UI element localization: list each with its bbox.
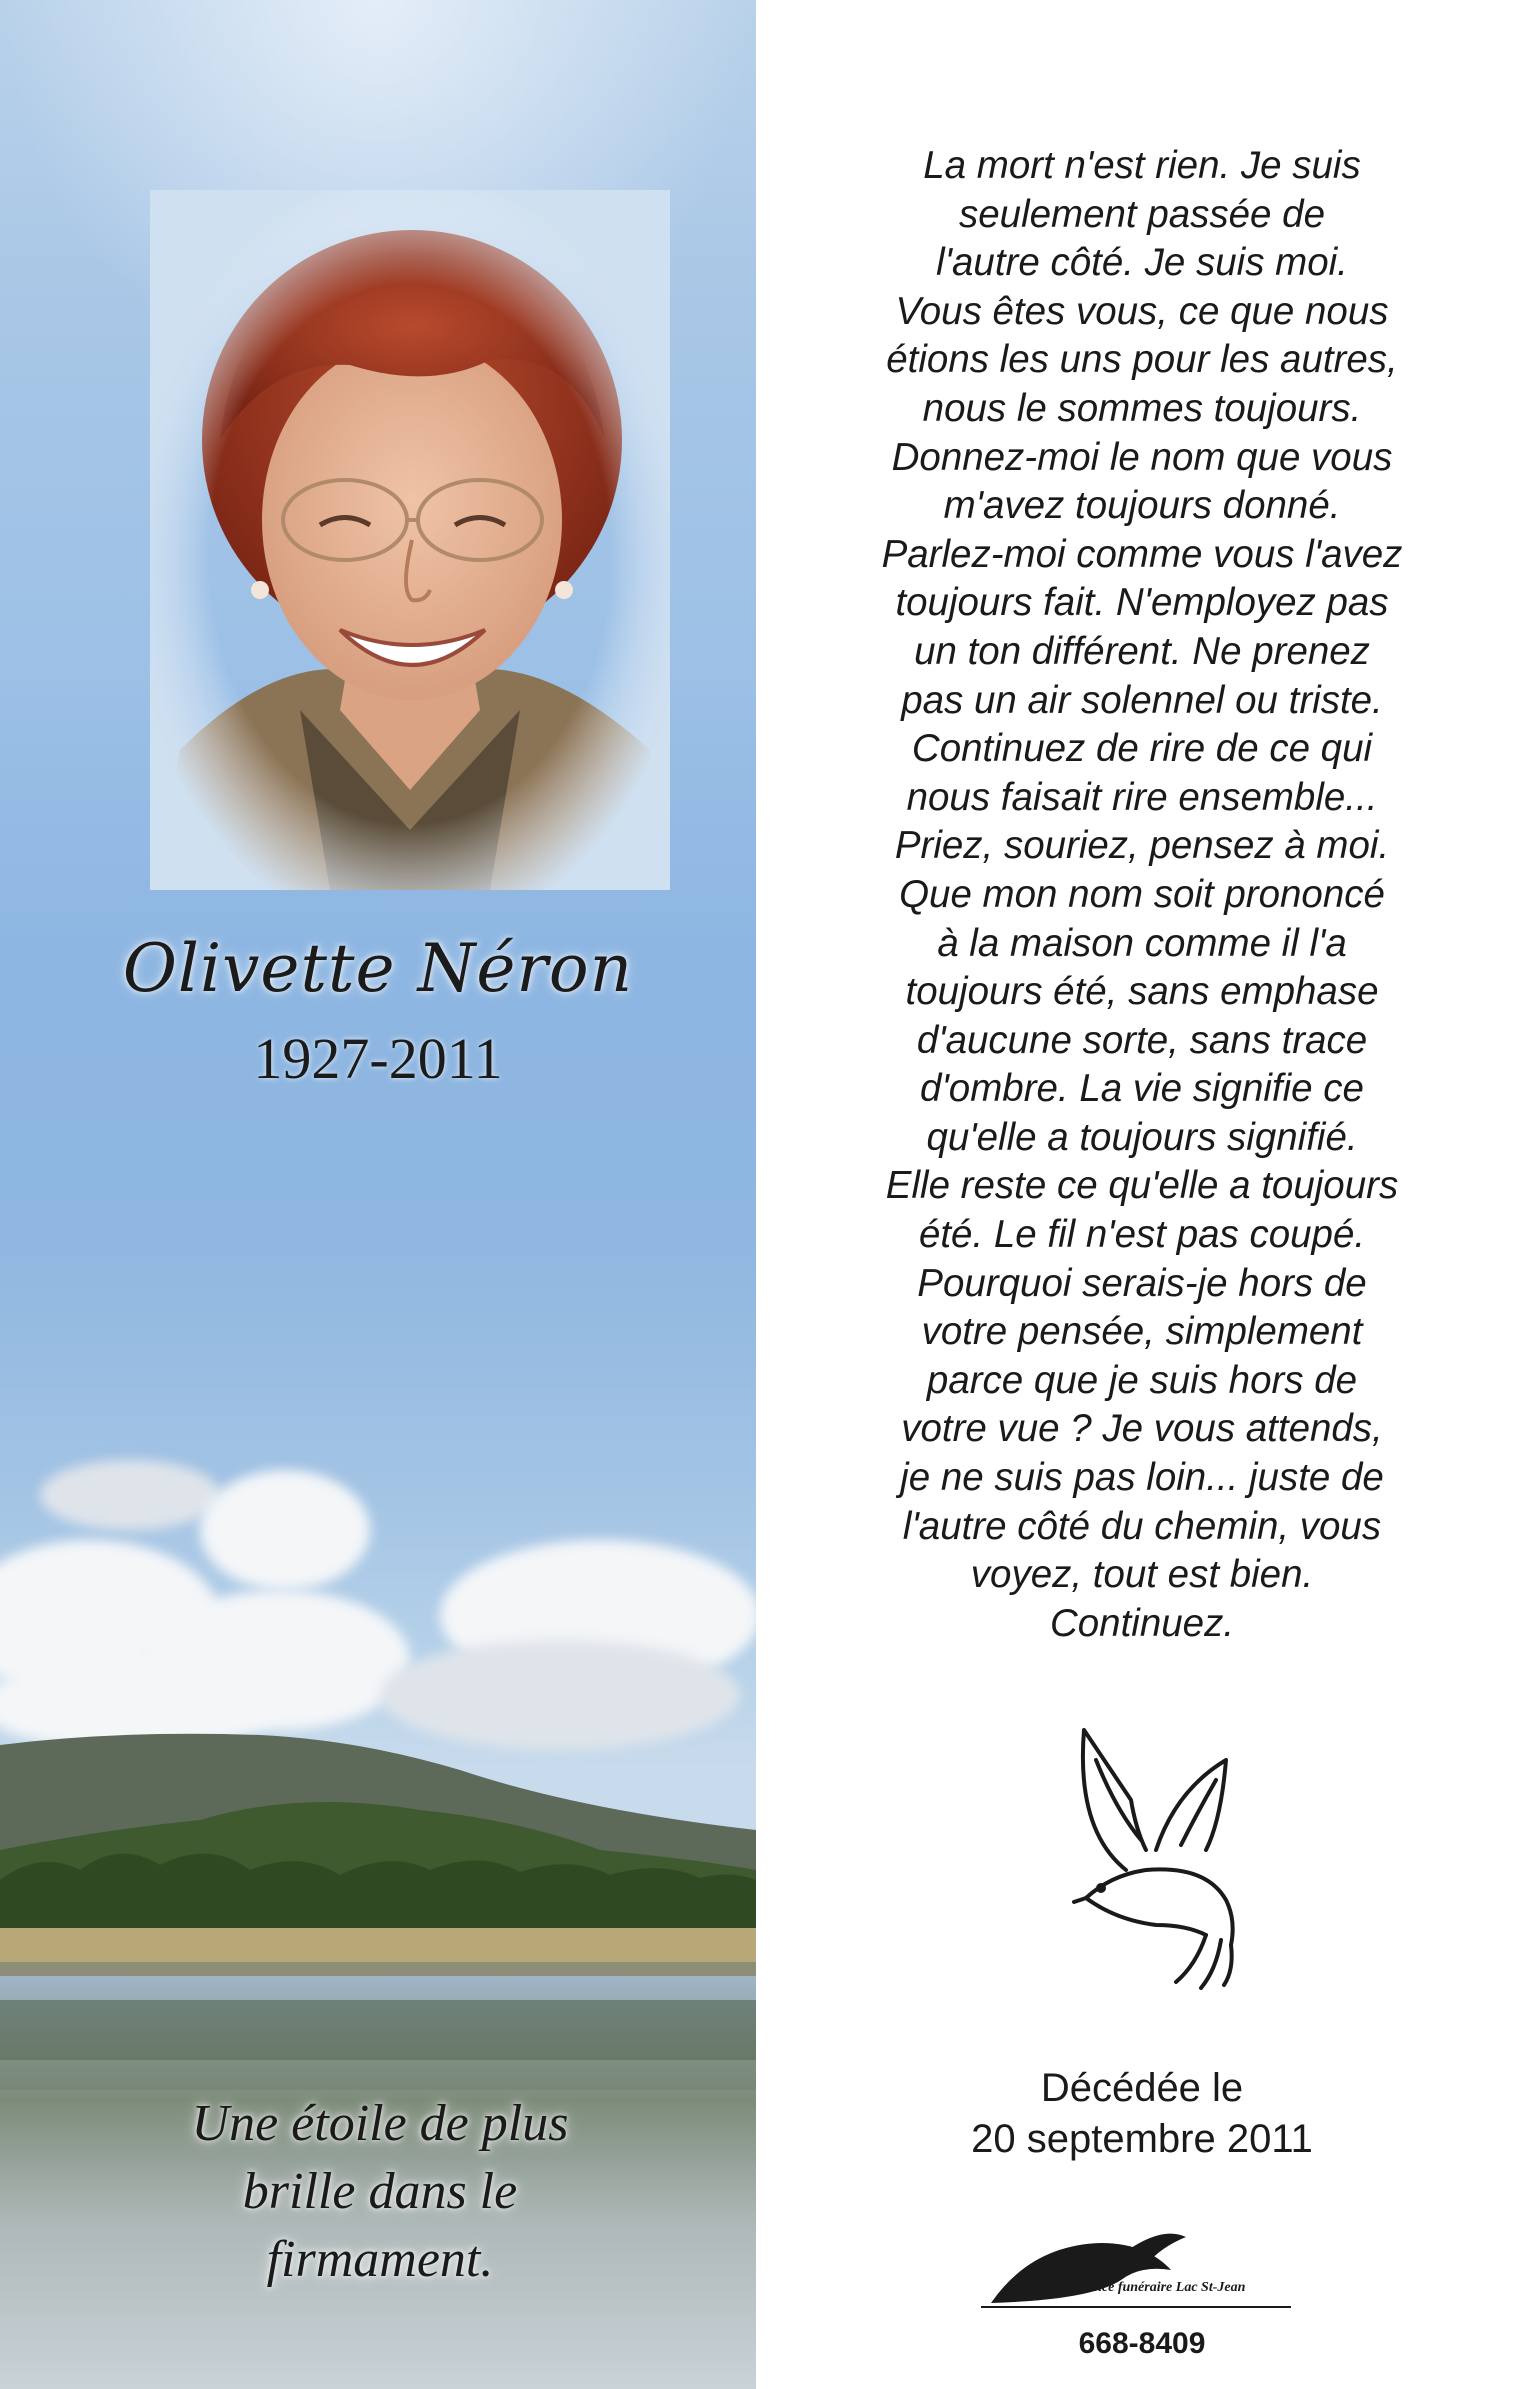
poem-line: nous le sommes toujours. [922, 386, 1362, 430]
deceased-name: Olivette Néron [122, 930, 634, 1007]
photo-panel [0, 0, 756, 2389]
poem-line: été. Le fil n'est pas coupé. [918, 1213, 1366, 1257]
poem-line: toujours été, sans emphase [905, 970, 1379, 1014]
cloud [200, 1470, 370, 1590]
epitaph-line: Une étoile de plus [191, 2095, 569, 2152]
dove-icon [1056, 1720, 1256, 1990]
poem-line: Priez, souriez, pensez à moi. [894, 824, 1390, 868]
text-panel [756, 0, 1528, 2389]
funeral-home-phone: 668-8409 [1078, 2327, 1206, 2360]
epitaph [120, 2090, 640, 2294]
poem-line: étions les uns pour les autres, [886, 338, 1398, 382]
poem-line: je ne suis pas loin... juste de [900, 1456, 1384, 1500]
portrait-illustration [150, 190, 670, 890]
poem-line: nous faisait rire ensemble... [906, 775, 1378, 819]
death-date: 20 septembre 2011 [971, 2117, 1313, 2161]
poem-line: Continuez. [1049, 1601, 1235, 1645]
epitaph-line: brille dans le [242, 2163, 518, 2220]
poem-line: parce que je suis hors de [926, 1358, 1358, 1402]
poem [756, 142, 1528, 1648]
poem-line: pas un air solennel ou triste. [901, 678, 1383, 722]
poem-line: Que mon nom soit prononcé [899, 872, 1385, 916]
poem-line: d'ombre. La vie signifie ce [920, 1067, 1364, 1111]
poem-line: votre pensée, simplement [921, 1310, 1363, 1354]
poem-line: qu'elle a toujours signifié. [926, 1115, 1358, 1159]
funeral-home-name: Résidence funéraire Lac St-Jean [1056, 2280, 1246, 2295]
poem-line: Pourquoi serais-je hors de [917, 1261, 1367, 1305]
poem-line: Donnez-moi le nom que vous [891, 435, 1393, 479]
poem-line: voyez, tout est bien. [970, 1553, 1314, 1597]
poem-line: votre vue ? Je vous attends, [901, 1407, 1383, 1451]
poem-line: toujours fait. N'employez pas [895, 581, 1389, 625]
poem-line: l'autre côté. Je suis moi. [936, 241, 1348, 285]
poem-line: l'autre côté du chemin, vous [902, 1504, 1382, 1548]
funeral-home-logo [971, 2225, 1301, 2315]
poem-line: d'aucune sorte, sans trace [916, 1018, 1368, 1062]
poem-line: Vous êtes vous, ce que nous [895, 289, 1389, 333]
poem-line: La mort n'est rien. Je suis [923, 144, 1361, 187]
poem-line: Parlez-moi comme vous l'avez [881, 532, 1403, 576]
poem-line: Elle reste ce qu'elle a toujours [885, 1164, 1399, 1208]
cloud [40, 1460, 220, 1530]
poem-line: à la maison comme il l'a [937, 921, 1347, 965]
death-label: Décédée le [1040, 2066, 1244, 2110]
poem-line: seulement passée de [959, 192, 1325, 236]
poem-line: un ton différent. Ne prenez [914, 629, 1370, 673]
poem-line: m'avez toujours donné. [943, 484, 1341, 528]
epitaph-line: firmament. [266, 2231, 494, 2288]
poem-line: Continuez de rire de ce qui [911, 727, 1373, 771]
portrait-photo [150, 190, 670, 890]
life-years: 1927-2011 [253, 1026, 503, 1091]
